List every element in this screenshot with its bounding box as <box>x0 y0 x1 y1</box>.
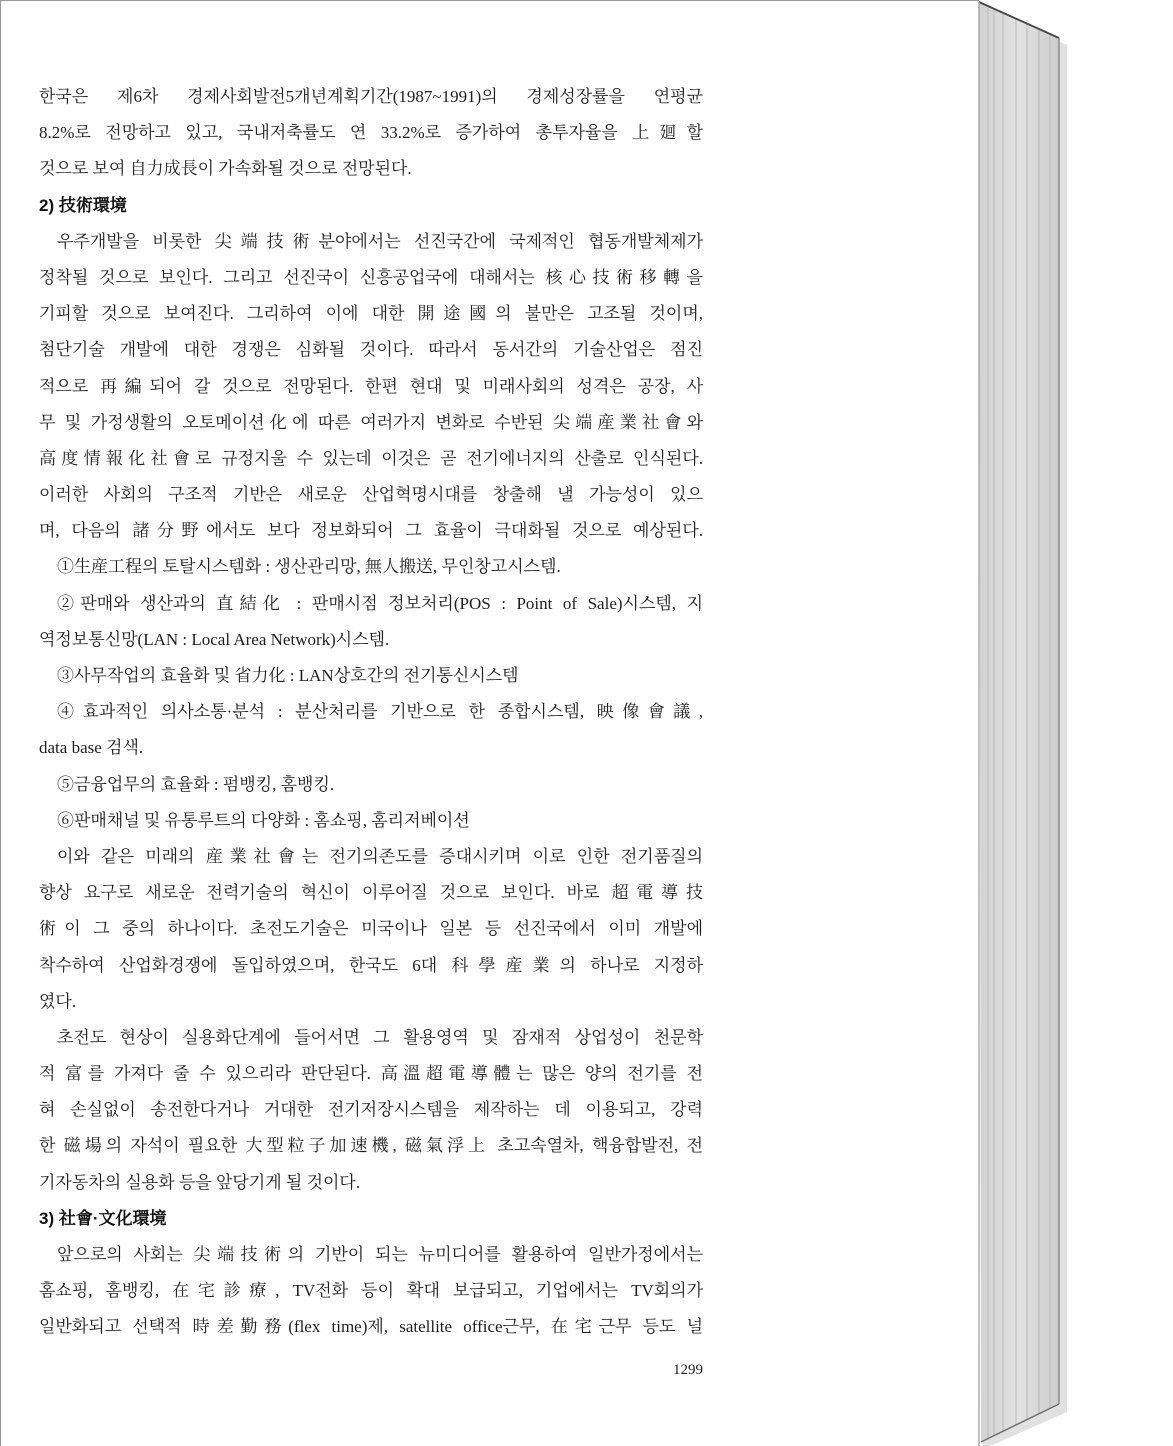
text-line: 것으로 보여 自力成長이 가속화될 것으로 전망된다. <box>39 159 412 179</box>
edge-page-lines <box>988 0 1050 1446</box>
text-line: 기피할 것으로 보여진다. 그리하여 이에 대한 開途國의 불만은 고조될 것이며, <box>39 304 703 324</box>
text-line: 며, 다음의 諸分野에서도 보다 정보화되어 그 효율이 극대화될 것으로 예상된다. <box>39 521 703 541</box>
text-line: 향상 요구로 새로운 전력기술의 혁신이 이루어질 것으로 보인다. 바로 超電導技 <box>39 883 703 903</box>
page-body <box>39 79 703 1346</box>
text-line: 였다. <box>39 991 77 1011</box>
list-item-line: ③사무작업의 효율화 및 省力化 : LAN상호간의 전기통신시스템 <box>57 666 519 685</box>
text-line: 무 및 가정생활의 오토메이션化에 따른 여러가지 변화로 수반된 尖端産業社會와 <box>39 412 703 432</box>
text-line: 기자동차의 실용화 등을 앞당기게 될 것이다. <box>39 1172 361 1192</box>
paragraph <box>39 1020 703 1201</box>
edge-shadow <box>983 8 1067 1446</box>
text-line: 우주개발을 비롯한 尖端技術분야에서는 선진국간에 국제적인 협동개발체제가 <box>57 231 703 251</box>
list-item-line: 역정보통신망(LAN : Local Area Network)시스템. <box>39 629 390 649</box>
text-line: 일반화되고 선택적 時差勤務(flex time)제, satellite office근무, 在宅근무 등도 널 <box>39 1317 703 1337</box>
list-item-line: data base 검색. <box>39 738 144 758</box>
section-heading: 2) 技術環境 <box>39 195 127 215</box>
list-item <box>39 767 703 803</box>
text-line: 정착될 것으로 보인다. 그리고 선진국이 신흥공업국에 대해서는 核心技術移轉을 <box>39 267 703 287</box>
text-line: 착수하여 산업화경쟁에 돌입하였으며, 한국도 6대 科學産業의 하나로 지정하 <box>39 955 703 975</box>
page-number: 1299 <box>673 1362 703 1378</box>
list-item-line: ⑤금융업무의 효율화 : 펌뱅킹, 홈뱅킹. <box>57 774 335 794</box>
text-line: 적 富를 가져다 줄 수 있으리라 판단된다. 高溫超電導體는 많은 양의 전기를 전 <box>39 1064 703 1084</box>
edge-face <box>979 2 1059 1442</box>
list-item <box>39 803 703 839</box>
text-line: 홈쇼핑, 홈뱅킹, 在宅診療, TV전화 등이 확대 보급되고, 기업에서는 TV회의가 <box>39 1281 703 1301</box>
text-line: 高度情報化社會로 규정지울 수 있는데 이것은 곧 전기에너지의 산출로 인식된다. <box>39 448 703 468</box>
paragraph <box>39 839 703 1020</box>
paragraph <box>39 224 703 550</box>
text-line: 8.2%로 전망하고 있고, 국내저축률도 연 33.2%로 증가하여 총투자율을 上廻할 <box>39 123 703 143</box>
text-line: 한국은 제6차 경제사회발전5개년계획기간(1987~1991)의 경제성장률을 연평균 <box>39 87 703 106</box>
text-line: 앞으로의 사회는 尖端技術의 기반이 되는 뉴미디어를 활용하여 일반가정에서는 <box>57 1245 703 1264</box>
text-line: 이와 같은 미래의 産業社會는 전기의존도를 증대시키며 이로 인한 전기품질의 <box>57 846 703 866</box>
text-line: 한 磁場의 자석이 필요한 大型粒子加速機, 磁氣浮上 초고속열차, 핵융합발전, 전 <box>39 1136 703 1156</box>
paragraph <box>39 1237 703 1346</box>
list-item <box>39 586 703 658</box>
list-item-line: ⑥판매채널 및 유통루트의 다양화 : 홈쇼핑, 홈리저베이션 <box>57 810 470 830</box>
text-line: 이러한 사회의 구조적 기반은 새로운 산업혁명시대를 창출해 낼 가능성이 있으 <box>39 485 703 505</box>
list-item-line: ②판매와 생산과의 直結化 : 판매시점 정보처리(POS : Point of Sale)시스템, 지 <box>57 593 703 613</box>
text-line: 혀 손실없이 송전한다거나 거대한 전기저장시스템을 제작하는 데 이용되고, 강력 <box>39 1100 703 1120</box>
text-line: 적으로 再編되어 갈 것으로 전망된다. 한편 현대 및 미래사회의 성격은 공장, 사 <box>39 376 703 396</box>
list-item <box>39 658 703 694</box>
list-item <box>39 549 703 585</box>
paragraph <box>39 79 703 188</box>
text-line: 術이 그 중의 하나이다. 초전도기술은 미국이나 일본 등 선진국에서 이미 개발에 <box>39 919 703 939</box>
text-line: 첨단기술 개발에 대한 경쟁은 심화될 것이다. 따라서 동서간의 기술산업은 점진 <box>39 340 703 360</box>
list-item <box>39 694 703 766</box>
text-line: 초전도 현상이 실용화단계에 들어서면 그 활용영역 및 잠재적 상업성이 천문학 <box>57 1027 703 1047</box>
list-item-line: ④효과적인 의사소통·분석 : 분산처리를 기반으로 한 종합시스템, 映像會議, <box>57 702 703 722</box>
list-item-line: ①生産工程의 토탈시스템화 : 생산관리망, 無人搬送, 무인창고시스템. <box>57 557 561 577</box>
numbered-list <box>39 549 703 839</box>
section-heading: 3) 社會·文化環境 <box>39 1208 167 1228</box>
